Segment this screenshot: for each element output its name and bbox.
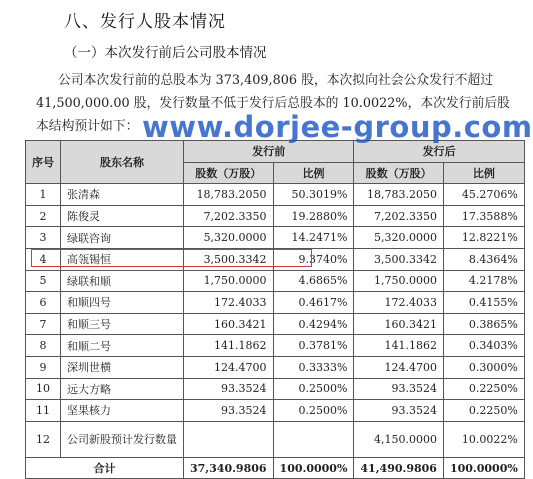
after-ratio: 10.0022% (443, 421, 524, 457)
before-ratio: 0.2500% (273, 378, 354, 400)
before-shares: 18,783.2050 (184, 184, 274, 206)
shareholder-name: 高瓴锡恒 (61, 248, 184, 270)
table-row (26, 356, 525, 378)
after-ratio: 0.4155% (443, 292, 524, 314)
header-shareholder-name: 股东名称 (61, 141, 184, 184)
after-ratio: 12.8221% (443, 227, 524, 249)
row-index: 3 (26, 227, 61, 249)
shareholder-name: 和顺二号 (61, 335, 184, 357)
header-before-shares: 股数（万股） (184, 162, 274, 184)
row-index: 5 (26, 270, 61, 292)
shareholder-name: 深圳世横 (61, 356, 184, 378)
after-shares: 141.1862 (354, 335, 444, 357)
shareholder-name: 陈俊灵 (61, 205, 184, 227)
after-shares: 124.4700 (354, 356, 444, 378)
table-row (26, 313, 525, 335)
table-row (26, 227, 525, 249)
after-ratio: 17.3588% (443, 205, 524, 227)
before-ratio: 4.6865% (273, 270, 354, 292)
total-before-ratio: 100.0000% (273, 457, 354, 479)
table-row (26, 270, 525, 292)
paragraph-line-2: 41,500,000.00 股，发行数量不低于发行后总股本的 10.0022%，本次发行前后股 (36, 96, 510, 111)
before-shares: 93.3524 (184, 378, 274, 400)
table-row (26, 335, 525, 357)
row-index: 6 (26, 292, 61, 314)
table-row (26, 205, 525, 227)
before-ratio: 0.3333% (273, 356, 354, 378)
after-shares: 18,783.2050 (354, 184, 444, 206)
row-index: 8 (26, 335, 61, 357)
before-ratio: 14.2471% (273, 227, 354, 249)
before-ratio: 0.4294% (273, 313, 354, 335)
row-index: 12 (26, 421, 61, 457)
row-index: 9 (26, 356, 61, 378)
after-shares: 93.3524 (354, 400, 444, 422)
before-shares: 5,320.0000 (184, 227, 274, 249)
header-index: 序号 (26, 141, 61, 184)
row-index: 7 (26, 313, 61, 335)
before-ratio: 0.4617% (273, 292, 354, 314)
shareholder-name: 和顺三号 (61, 313, 184, 335)
total-after-ratio: 100.0000% (443, 457, 524, 479)
after-shares: 172.4033 (354, 292, 444, 314)
section-title: 八、发行人股本情况 (64, 12, 226, 32)
before-shares: 1,750.0000 (184, 270, 274, 292)
header-before-issuance: 发行前 (184, 141, 354, 163)
shareholder-name: 坚果核力 (61, 400, 184, 422)
after-shares: 3,500.3342 (354, 248, 444, 270)
share-structure-table (25, 140, 525, 479)
after-ratio: 45.2706% (443, 184, 524, 206)
before-ratio: 0.2500% (273, 400, 354, 422)
row-index: 11 (26, 400, 61, 422)
shareholder-name: 和顺四号 (61, 292, 184, 314)
table-row (26, 292, 525, 314)
header-after-issuance: 发行后 (354, 141, 524, 163)
before-ratio: 0.3781% (273, 335, 354, 357)
table-row-total (26, 457, 525, 479)
before-shares: 3,500.3342 (184, 248, 274, 270)
after-ratio: 0.2250% (443, 378, 524, 400)
before-shares: 141.1862 (184, 335, 274, 357)
total-label: 合计 (26, 457, 184, 479)
before-ratio: 19.2880% (273, 205, 354, 227)
before-ratio: 9.3740% (273, 248, 354, 270)
table-row (26, 184, 525, 206)
after-ratio: 0.3403% (443, 335, 524, 357)
header-after-shares: 股数（万股） (354, 162, 444, 184)
after-ratio: 8.4364% (443, 248, 524, 270)
before-shares: 93.3524 (184, 400, 274, 422)
shareholder-name: 绿联咨询 (61, 227, 184, 249)
after-ratio: 4.2178% (443, 270, 524, 292)
before-ratio: 50.3019% (273, 184, 354, 206)
before-ratio (273, 421, 354, 457)
row-index: 1 (26, 184, 61, 206)
paragraph-line-1: 公司本次发行前的总股本为 373,409,806 股，本次拟向社会公众发行不超过 (58, 73, 494, 88)
table-row-new-issuance (26, 421, 525, 457)
after-shares: 5,320.0000 (354, 227, 444, 249)
total-before-shares: 37,340.9806 (184, 457, 274, 479)
after-ratio: 0.2250% (443, 400, 524, 422)
row-index: 10 (26, 378, 61, 400)
after-shares: 160.3421 (354, 313, 444, 335)
paragraph-line-3: 本结构预计如下： (36, 119, 139, 134)
before-shares: 7,202.3350 (184, 205, 274, 227)
watermark-text: www.dorjee-group.com (142, 110, 533, 144)
table-row (26, 378, 525, 400)
before-shares: 172.4033 (184, 292, 274, 314)
total-after-shares: 41,490.9806 (354, 457, 444, 479)
before-shares: 124.4700 (184, 356, 274, 378)
subsection-title: （一）本次发行前后公司股本情况 (64, 45, 267, 61)
row-index: 4 (26, 248, 61, 270)
after-shares: 7,202.3350 (354, 205, 444, 227)
after-shares: 93.3524 (354, 378, 444, 400)
after-ratio: 0.3000% (443, 356, 524, 378)
row-index: 2 (26, 205, 61, 227)
after-shares: 4,150.0000 (354, 421, 444, 457)
shareholder-name: 张清森 (61, 184, 184, 206)
shareholder-name: 公司新股预计发行数量 (61, 421, 184, 457)
after-shares: 1,750.0000 (354, 270, 444, 292)
header-after-ratio: 比例 (443, 162, 524, 184)
table-row (26, 400, 525, 422)
before-shares: 160.3421 (184, 313, 274, 335)
table-row-highlighted (26, 248, 525, 270)
header-before-ratio: 比例 (273, 162, 354, 184)
after-ratio: 0.3865% (443, 313, 524, 335)
shareholder-name: 绿联和顺 (61, 270, 184, 292)
before-shares (184, 421, 274, 457)
shareholder-name: 远大方略 (61, 378, 184, 400)
